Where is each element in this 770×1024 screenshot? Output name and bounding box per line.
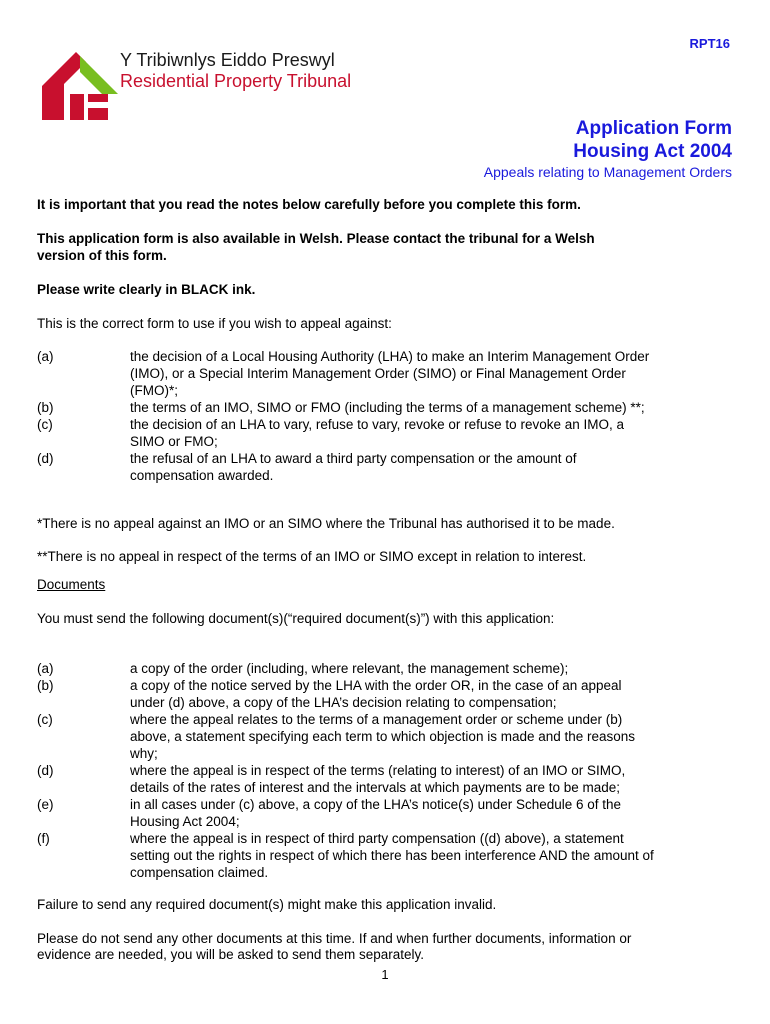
list-item-text: under (d) above, a copy of the LHA’s decision relating to compensation; xyxy=(130,695,557,710)
list-item-text: a copy of the notice served by the LHA with the order OR, in the case of an appeal xyxy=(130,678,622,693)
list-item-text: above, a statement specifying each term to which objection is made and the reasons xyxy=(130,729,636,744)
list-item-text: compensation awarded. xyxy=(130,468,274,483)
list-item-text: Housing Act 2004; xyxy=(130,814,240,829)
list-item-text: the decision of an LHA to vary, refuse to vary, revoke or refuse to revoke an IMO, a xyxy=(130,417,624,432)
failure-note: Failure to send any required document(s) might make this application invalid. xyxy=(37,897,497,912)
form-act: Housing Act 2004 xyxy=(573,141,732,162)
documents-intro: You must send the following document(s)(“required document(s)”) with this application: xyxy=(37,611,555,626)
tribunal-logo-house-icon xyxy=(40,50,120,122)
appeal-intro: This is the correct form to use if you wish to appeal against: xyxy=(37,316,392,331)
list-item xyxy=(37,677,737,711)
important-note: It is important that you read the notes below carefully before you complete this form. xyxy=(37,197,581,212)
list-item-label: (b) xyxy=(37,678,54,693)
logo-english-name: Residential Property Tribunal xyxy=(120,71,352,91)
list-item xyxy=(37,796,737,830)
form-title: Application Form xyxy=(575,118,732,139)
list-item-text: compensation claimed. xyxy=(130,865,269,880)
list-item-text: where the appeal relates to the terms of a management order or scheme under (b) xyxy=(130,712,623,727)
list-item-text: in all cases under (c) above, a copy of the LHA’s notice(s) under Schedule 6 of the xyxy=(130,797,622,812)
list-item-label: (c) xyxy=(37,417,53,432)
list-item-text: (IMO), or a Special Interim Management Order (SIMO) or Final Management Order xyxy=(130,366,626,381)
list-item-text: why; xyxy=(130,746,158,761)
footnote-imo: *There is no appeal against an IMO or an SIMO where the Tribunal has authorised it to be made. xyxy=(37,516,615,531)
list-item xyxy=(37,711,737,762)
list-item-text: details of the rates of interest and the intervals at which payments are to be made; xyxy=(130,780,621,795)
list-item-text: (FMO)*; xyxy=(130,383,178,398)
list-item-label: (d) xyxy=(37,451,54,466)
list-item xyxy=(37,399,737,416)
list-item-text: where the appeal is in respect of third party compensation ((d) above), a statement xyxy=(130,831,624,846)
appeal-list xyxy=(37,348,737,484)
documents-list xyxy=(37,660,737,881)
documents-heading: Documents xyxy=(37,577,106,592)
welsh-note-line2: version of this form. xyxy=(37,248,167,263)
list-item-text: the refusal of an LHA to award a third party compensation or the amount of xyxy=(130,451,577,466)
welsh-note-line1: This application form is also available in Welsh. Please contact the tribunal for a Welsh xyxy=(37,231,595,246)
list-item-text: the decision of a Local Housing Authority (LHA) to make an Interim Management Order xyxy=(130,349,650,364)
list-item xyxy=(37,762,737,796)
logo-welsh-name: Y Tribiwnlys Eiddo Preswyl xyxy=(120,50,335,70)
list-item-text: where the appeal is in respect of the terms (relating to interest) of an IMO or SIMO, xyxy=(130,763,626,778)
list-item-text: a copy of the order (including, where relevant, the management scheme); xyxy=(130,661,569,676)
list-item-label: (c) xyxy=(37,712,53,727)
footnote-terms: **There is no appeal in respect of the terms of an IMO or SIMO except in relation to interest. xyxy=(37,549,587,564)
list-item xyxy=(37,416,737,450)
list-item-label: (b) xyxy=(37,400,54,415)
list-item xyxy=(37,450,737,484)
list-item xyxy=(37,660,737,677)
list-item-text: the terms of an IMO, SIMO or FMO (including the terms of a management scheme) **; xyxy=(130,400,645,415)
form-subtitle: Appeals relating to Management Orders xyxy=(483,164,732,180)
list-item-label: (a) xyxy=(37,661,54,676)
list-item xyxy=(37,830,737,881)
list-item-label: (f) xyxy=(37,831,50,846)
page-number: 1 xyxy=(381,967,389,982)
other-documents-line2: evidence are needed, you will be asked to send them separately. xyxy=(37,947,424,962)
form-code: RPT16 xyxy=(689,36,730,51)
list-item-label: (d) xyxy=(37,763,54,778)
other-documents-line1: Please do not send any other documents at this time. If and when further documents, information or xyxy=(37,931,632,946)
list-item-label: (a) xyxy=(37,349,54,364)
list-item-label: (e) xyxy=(37,797,54,812)
list-item-text: SIMO or FMO; xyxy=(130,434,218,449)
list-item-text: setting out the rights in respect of which there has been interference AND the amount of xyxy=(130,848,654,863)
ink-note: Please write clearly in BLACK ink. xyxy=(37,282,256,297)
list-item xyxy=(37,348,737,399)
